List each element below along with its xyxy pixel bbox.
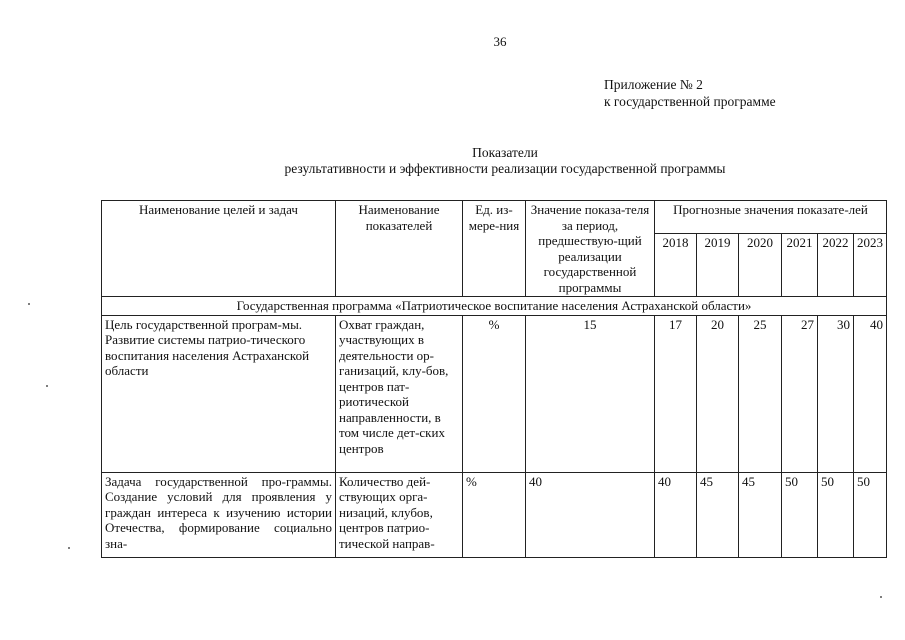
program-name: Государственная программа «Патриотическое воспитание населения Астраханской области» bbox=[102, 297, 887, 316]
document-title bbox=[0, 145, 905, 177]
page-number: 36 bbox=[493, 34, 507, 49]
header-indicators: Наименование показателей bbox=[336, 201, 463, 297]
previous-value-cell: 40 bbox=[526, 472, 655, 557]
year-2018: 2018 bbox=[655, 234, 697, 297]
unit-cell: % bbox=[463, 315, 526, 472]
indicators-table bbox=[101, 200, 887, 558]
previous-value-cell: 15 bbox=[526, 315, 655, 472]
goal-cell: Задача государственной про-граммы. Создание условий для проявления у граждан интереса к изучению истории Отечества, формирование социально зна- bbox=[102, 472, 336, 557]
table-row bbox=[102, 315, 887, 472]
value-2022: 50 bbox=[818, 472, 854, 557]
value-2023: 40 bbox=[854, 315, 887, 472]
value-2023: 50 bbox=[854, 472, 887, 557]
year-2019: 2019 bbox=[697, 234, 739, 297]
value-2021: 50 bbox=[782, 472, 818, 557]
header-unit: Ед. из-мере-ния bbox=[463, 201, 526, 297]
scan-speck bbox=[46, 385, 48, 387]
appendix-line-2: к государственной программе bbox=[604, 94, 776, 109]
header-goals: Наименование целей и задач bbox=[102, 201, 336, 297]
value-2020: 45 bbox=[739, 472, 782, 557]
program-row bbox=[102, 297, 887, 316]
header-forecast: Прогнозные значения показате-лей bbox=[655, 201, 887, 234]
value-2022: 30 bbox=[818, 315, 854, 472]
year-2021: 2021 bbox=[782, 234, 818, 297]
indicator-cell: Охват граждан, участвующих в деятельности ор-ганизаций, клу-бов, центров пат-риотической направленности, в том числе дет-ских центров bbox=[336, 315, 463, 472]
scan-speck bbox=[28, 303, 30, 305]
header-previous-value: Значение показа-теля за период, предшествую-щий реализации государственной программы bbox=[526, 201, 655, 297]
title-line-2: результативности и эффективности реализации государственной программы bbox=[284, 161, 726, 176]
goal-cell: Цель государственной програм-мы. Развитие системы патрио-тического воспитания населения Астраханской области bbox=[102, 315, 336, 472]
year-2020: 2020 bbox=[739, 234, 782, 297]
header-row bbox=[102, 201, 887, 234]
value-2018: 17 bbox=[655, 315, 697, 472]
unit-cell: % bbox=[463, 472, 526, 557]
value-2018: 40 bbox=[655, 472, 697, 557]
indicator-cell: Количество дей-ствующих орга-низаций, клубов, центров патрио-тической направ- bbox=[336, 472, 463, 557]
value-2020: 25 bbox=[739, 315, 782, 472]
appendix-line-1: Приложение № 2 bbox=[604, 77, 703, 92]
appendix-label bbox=[604, 76, 776, 110]
value-2019: 45 bbox=[697, 472, 739, 557]
year-2023: 2023 bbox=[854, 234, 887, 297]
value-2021: 27 bbox=[782, 315, 818, 472]
table-row bbox=[102, 472, 887, 557]
scan-speck bbox=[880, 596, 882, 598]
title-line-1: Показатели bbox=[472, 145, 538, 160]
scan-speck bbox=[68, 547, 70, 549]
value-2019: 20 bbox=[697, 315, 739, 472]
year-2022: 2022 bbox=[818, 234, 854, 297]
